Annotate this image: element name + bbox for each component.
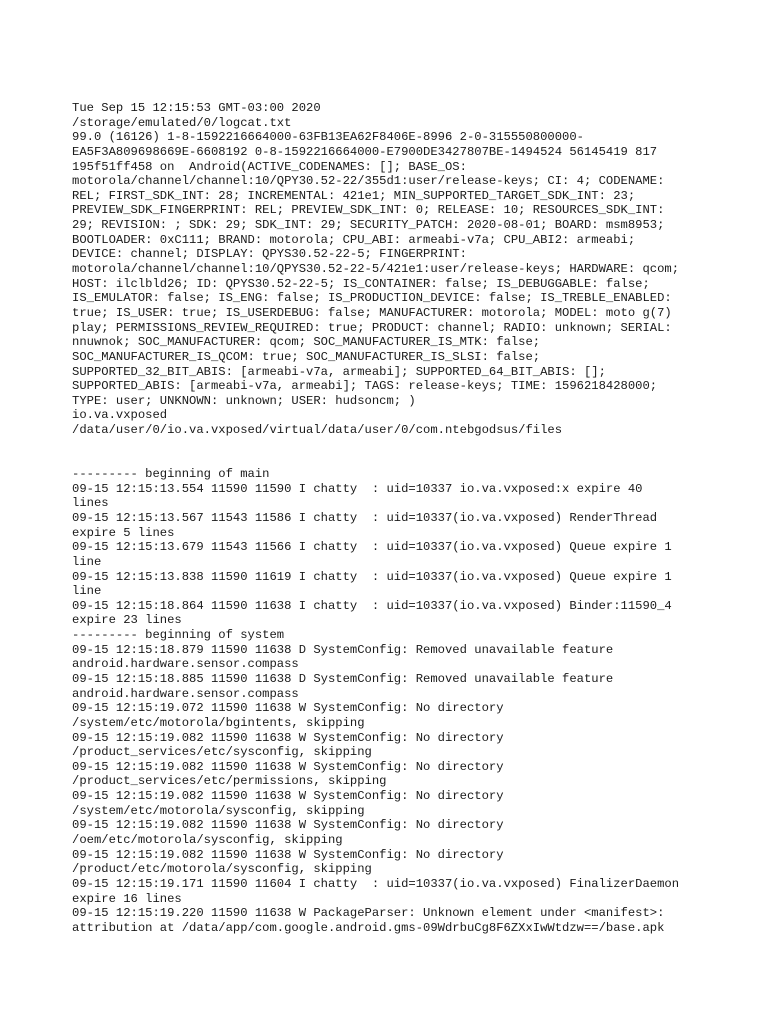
- log-line: /product_services/etc/permissions, skipping: [72, 774, 387, 789]
- log-line: PREVIEW_SDK_FINGERPRINT: REL; PREVIEW_SDK_INT: 0; RELEASE: 10; RESOURCES_SDK_INT:: [72, 203, 665, 218]
- log-line: 09-15 12:15:19.082 11590 11638 W SystemConfig: No directory: [72, 730, 504, 745]
- log-line: REL; FIRST_SDK_INT: 28; INCREMENTAL: 421e1; MIN_SUPPORTED_TARGET_SDK_INT: 23;: [72, 188, 636, 203]
- log-line: /product/etc/motorola/sysconfig, skipping: [72, 862, 372, 877]
- log-line: TYPE: user; UNKNOWN: unknown; USER: hudsoncm; ): [72, 393, 416, 408]
- log-line: motorola/channel/channel:10/QPYS30.52-22-5/421e1:user/release-keys; HARDWARE: qcom;: [72, 262, 680, 277]
- log-line: 09-15 12:15:19.171 11590 11604 I chatty : uid=10337(io.va.vxposed) FinalizerDaemon: [72, 876, 680, 891]
- log-line: 09-15 12:15:19.082 11590 11638 W SystemConfig: No directory: [72, 847, 504, 862]
- log-line: line: [72, 554, 102, 569]
- log-line: 99.0 (16126) 1-8-1592216664000-63FB13EA62F8406E-8996 2-0-315550800000-: [72, 130, 584, 145]
- log-line: motorola/channel/channel:10/QPY30.52-22/355d1:user/release-keys; CI: 4; CODENAME:: [72, 174, 665, 189]
- log-line: 09-15 12:15:13.554 11590 11590 I chatty : uid=10337 io.va.vxposed:x expire 40: [72, 481, 643, 496]
- log-line: BOOTLOADER: 0xC111; BRAND: motorola; CPU_ABI: armeabi-v7a; CPU_ABI2: armeabi;: [72, 232, 636, 247]
- log-line: 09-15 12:15:13.679 11543 11566 I chatty : uid=10337(io.va.vxposed) Queue expire 1: [72, 540, 672, 555]
- log-line: --------- beginning of main: [72, 467, 270, 482]
- log-line: line: [72, 584, 102, 599]
- log-line: SUPPORTED_32_BIT_ABIS: [armeabi-v7a, armeabi]; SUPPORTED_64_BIT_ABIS: [];: [72, 364, 606, 379]
- log-line: io.va.vxposed: [72, 408, 168, 423]
- log-line: --------- beginning of system: [72, 628, 285, 643]
- log-line: expire 5 lines: [72, 525, 175, 540]
- log-line: play; PERMISSIONS_REVIEW_REQUIRED: true; PRODUCT: channel; RADIO: unknown; SERIAL:: [72, 320, 672, 335]
- log-line: DEVICE: channel; DISPLAY: QPYS30.52-22-5; FINGERPRINT:: [72, 247, 467, 262]
- log-line: /data/user/0/io.va.vxposed/virtual/data/user/0/com.ntebgodsus/files: [72, 423, 563, 438]
- log-document: [72, 101, 712, 936]
- log-line: 09-15 12:15:19.220 11590 11638 W PackageParser: Unknown element under <manifest>:: [72, 906, 665, 921]
- log-line: SUPPORTED_ABIS: [armeabi-v7a, armeabi]; TAGS: release-keys; TIME: 1596218428000;: [72, 379, 658, 394]
- log-line: [72, 438, 712, 453]
- log-line: SOC_MANUFACTURER_IS_QCOM: true; SOC_MANUFACTURER_IS_SLSI: false;: [72, 349, 541, 364]
- log-line: 09-15 12:15:19.082 11590 11638 W SystemConfig: No directory: [72, 789, 504, 804]
- log-line: 195f51ff458 on Android(ACTIVE_CODENAMES: []; BASE_OS:: [72, 159, 467, 174]
- log-line: 09-15 12:15:18.885 11590 11638 D SystemConfig: Removed unavailable feature: [72, 671, 614, 686]
- log-line: /product_services/etc/sysconfig, skipping: [72, 745, 372, 760]
- log-line: nnuwnok; SOC_MANUFACTURER: qcom; SOC_MANUFACTURER_IS_MTK: false;: [72, 335, 541, 350]
- log-line: /system/etc/motorola/sysconfig, skipping: [72, 803, 365, 818]
- log-line: 29; REVISION: ; SDK: 29; SDK_INT: 29; SECURITY_PATCH: 2020-08-01; BOARD: msm8953;: [72, 218, 665, 233]
- log-line: 09-15 12:15:19.072 11590 11638 W SystemConfig: No directory: [72, 701, 504, 716]
- log-line: 09-15 12:15:13.567 11543 11586 I chatty : uid=10337(io.va.vxposed) RenderThread: [72, 510, 658, 525]
- log-line: HOST: ilclbld26; ID: QPYS30.52-22-5; IS_CONTAINER: false; IS_DEBUGGABLE: false;: [72, 276, 650, 291]
- log-line: 09-15 12:15:19.082 11590 11638 W SystemConfig: No directory: [72, 759, 504, 774]
- log-line: IS_EMULATOR: false; IS_ENG: false; IS_PRODUCTION_DEVICE: false; IS_TREBLE_ENABLED:: [72, 291, 672, 306]
- log-line: android.hardware.sensor.compass: [72, 686, 299, 701]
- log-line: attribution at /data/app/com.google.android.gms-09WdrbuCg8F6ZXxIwWtdzw==/base.apk: [72, 920, 665, 935]
- log-line: android.hardware.sensor.compass: [72, 657, 299, 672]
- log-line: EA5F3A809698669E-6608192 0-8-1592216664000-E7900DE3427807BE-1494524 56145419 817: [72, 144, 658, 159]
- log-line: true; IS_USER: true; IS_USERDEBUG: false; MANUFACTURER: motorola; MODEL: moto g(7): [72, 305, 672, 320]
- log-line: 09-15 12:15:18.864 11590 11638 I chatty : uid=10337(io.va.vxposed) Binder:11590_4: [72, 598, 672, 613]
- log-line: 09-15 12:15:13.838 11590 11619 I chatty : uid=10337(io.va.vxposed) Queue expire 1: [72, 569, 672, 584]
- log-line: 09-15 12:15:18.879 11590 11638 D SystemConfig: Removed unavailable feature: [72, 642, 614, 657]
- log-line: /system/etc/motorola/bgintents, skipping: [72, 715, 365, 730]
- log-line: /oem/etc/motorola/sysconfig, skipping: [72, 833, 343, 848]
- log-line: /storage/emulated/0/logcat.txt: [72, 115, 292, 130]
- log-line: 09-15 12:15:19.082 11590 11638 W SystemConfig: No directory: [72, 818, 504, 833]
- log-line: [72, 452, 712, 467]
- log-line: lines: [72, 496, 109, 511]
- log-line: expire 16 lines: [72, 891, 182, 906]
- log-line: Tue Sep 15 12:15:53 GMT-03:00 2020: [72, 101, 321, 115]
- log-line: expire 23 lines: [72, 613, 182, 628]
